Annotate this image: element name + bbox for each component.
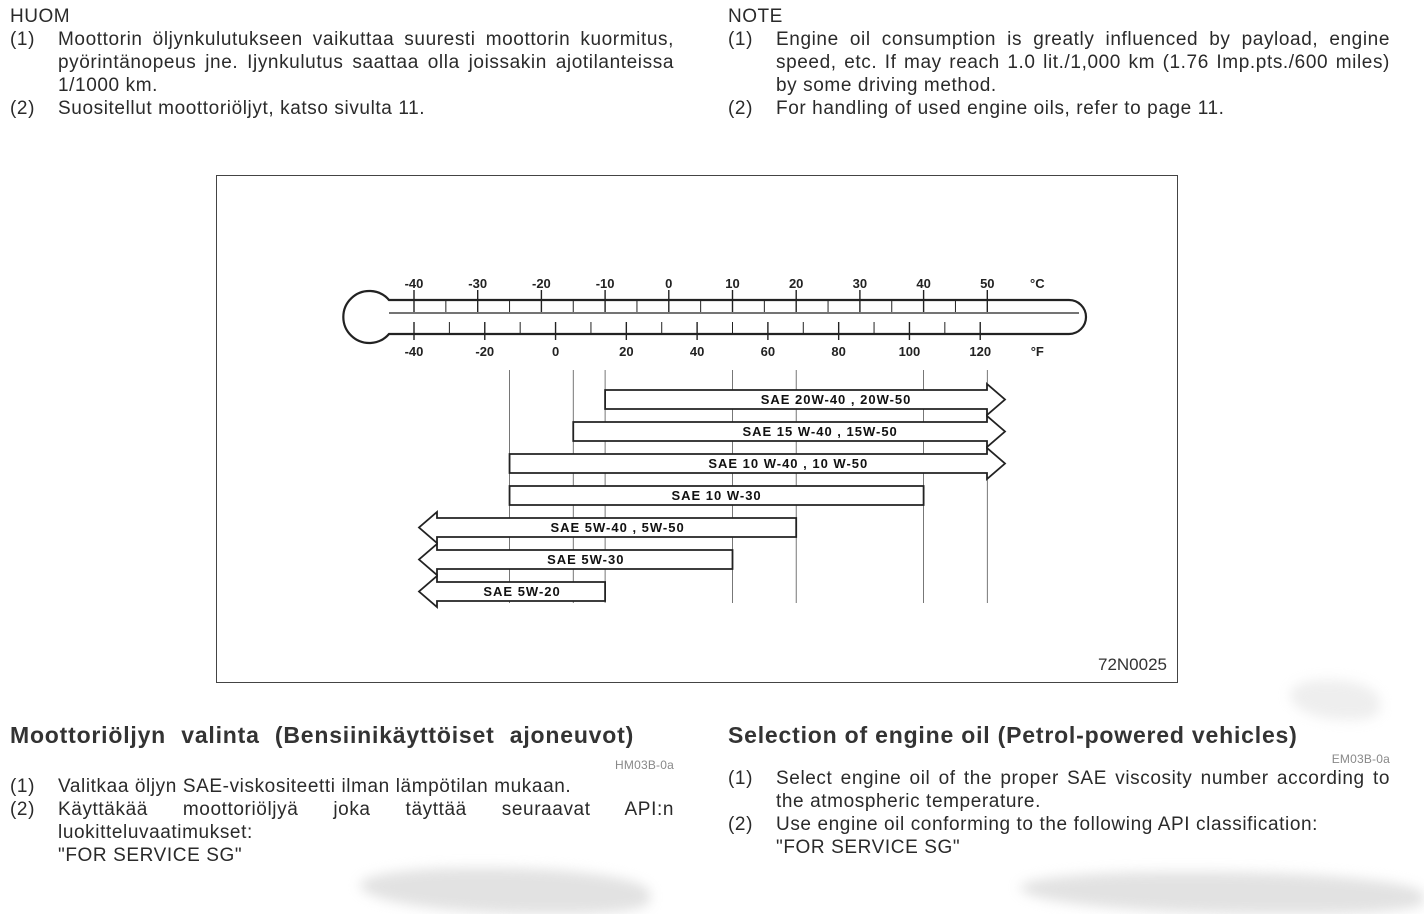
selection-fi-item-2 [10,798,674,844]
celsius-tick-label: -30 [468,276,488,291]
selection-en-item-2-text: Use engine oil conforming to the following API classification: [776,814,1319,835]
fahrenheit-tick-label: 60 [760,344,776,359]
fahrenheit-tick-label: 80 [831,344,846,359]
celsius-tick-label: 10 [725,276,740,291]
note-en-item-1-text: Engine oil consumption is greatly influenced by payload, engine speed, etc. If may reach 1.0 lit./1,000 km (1.76 Imp.pts./600 miles) by some driving method. [776,29,1390,96]
selection-en-item-1-num: (1) [728,768,754,789]
selection-en-item-1 [728,767,1390,813]
note-en-item-2 [728,97,1390,120]
viscosity-band-label: SAE 10 W-30 [671,488,762,503]
note-fi-item-2 [10,97,674,120]
celsius-tick-label: 20 [788,276,804,291]
celsius-tick-label: 30 [852,276,868,291]
viscosity-band-label: SAE 10 W-40 , 10 W-50 [708,456,869,471]
selection-fi-item-2-num: (2) [10,799,36,820]
note-fi-heading: HUOM [10,6,71,27]
selection-fi-item-1 [10,775,674,798]
selection-fi [10,722,674,867]
viscosity-band-label: SAE 20W-40 , 20W-50 [760,392,912,407]
fahrenheit-tick-label: -20 [475,344,495,359]
scan-smudge-right [1020,872,1424,914]
scan-smudge-top-right [1290,680,1380,720]
viscosity-band-label: SAE 5W-30 [547,552,625,567]
celsius-tick-label: -10 [595,276,615,291]
scan-smudge-left [360,868,650,914]
viscosity-bands [419,370,1005,607]
selection-fi-service: "FOR SERVICE SG" [58,845,243,866]
note-en-item-1-num: (1) [728,29,754,50]
note-en [728,6,1390,120]
note-en-item-2-text: For handling of used engine oils, refer to page 11. [776,98,1225,119]
selection-fi-item-2-text: Käyttäkää moottoriöljyä joka täyttää seuraavat API:n luokitteluvaatimukset: [58,799,674,843]
viscosity-band-label: SAE 5W-20 [483,584,561,599]
selection-en [728,722,1390,859]
selection-fi-item-1-text: Valitkaa öljyn SAE-viskositeetti ilman lämpötilan mukaan. [58,776,572,797]
fahrenheit-tick-label: -40 [404,344,424,359]
figure-code: 72N0025 [1097,655,1167,674]
celsius-tick-label: -40 [404,276,424,291]
viscosity-band-label: SAE 15 W-40 , 15W-50 [742,424,898,439]
celsius-tick-label: 40 [916,276,931,291]
note-fi-item-1 [10,28,674,97]
fahrenheit-unit-label: °F [1030,344,1044,359]
note-fi-item-1-text: Moottorin öljynkulutukseen vaikuttaa suuresti moottorin kuormitus, pyörintänopeus jne. Ijynkulutus saattaa olla joissakin ajotilanteissa 1/1000 km. [58,29,674,96]
fahrenheit-tick-label: 40 [689,344,705,359]
note-fi-item-2-text: Suositellut moottoriöljyt, katso sivulta 11. [58,98,426,119]
selection-fi-code: HM03B-0a [615,758,674,772]
note-en-item-2-num: (2) [728,98,754,119]
selection-en-service: "FOR SERVICE SG" [776,837,961,858]
selection-en-item-2 [728,813,1390,836]
selection-en-code: EM03B-0a [1331,752,1390,766]
note-fi-item-1-num: (1) [10,29,36,50]
fahrenheit-tick-label: 0 [551,344,560,359]
note-en-heading: NOTE [728,6,783,27]
viscosity-band-label: SAE 5W-40 , 5W-50 [550,520,685,535]
celsius-unit-label: °C [1030,276,1045,291]
note-fi-item-2-num: (2) [10,98,36,119]
thermometer [343,291,1086,343]
celsius-tick-label: 0 [665,276,673,291]
selection-en-item-2-num: (2) [728,814,754,835]
note-fi [10,6,674,120]
selection-fi-item-1-num: (1) [10,776,36,797]
note-en-item-1 [728,28,1390,97]
viscosity-chart-svg [217,176,1177,682]
thermometer-outline [343,291,1086,343]
fahrenheit-tick-label: 120 [969,344,992,359]
selection-en-item-1-text: Select engine oil of the proper SAE viscosity number according to the atmospheric temperature. [776,768,1390,812]
celsius-tick-label: 50 [980,276,995,291]
selection-en-title: Selection of engine oil (Petrol-powered vehicles) [728,722,1298,748]
oil-viscosity-figure [216,175,1178,683]
celsius-tick-label: -20 [532,276,551,291]
selection-fi-title: Moottoriöljyn valinta (Bensiinikäyttöiset ajoneuvot) [10,722,635,748]
fahrenheit-tick-label: 20 [619,344,634,359]
fahrenheit-tick-label: 100 [898,344,921,359]
